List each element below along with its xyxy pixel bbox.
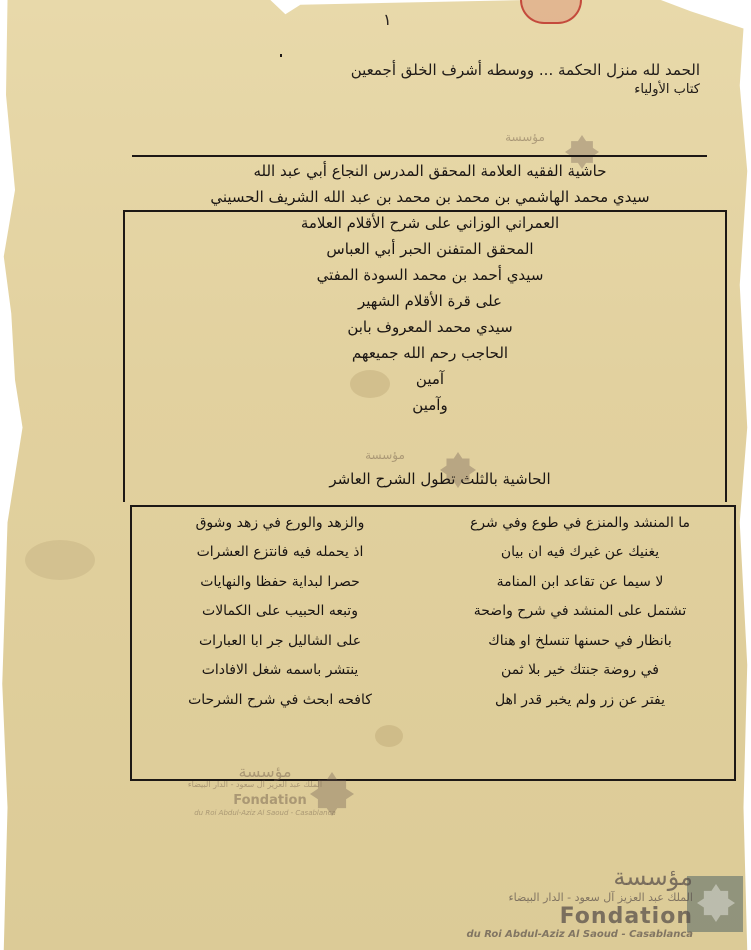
poem-hemistich-left: على الشاليل جر ابا العبارات — [198, 632, 362, 649]
manuscript-heading — [280, 60, 700, 97]
watermark-arabic-full: الملك عبد العزيز آل سعود - الدار البيضاء — [508, 891, 693, 904]
title-line: سيدي محمد الهاشمي بن محمد بن محمد بن عبد الله الشريف الحسيني — [210, 188, 650, 206]
watermark-french-name: Fondation — [559, 904, 693, 929]
watermark-large — [466, 863, 693, 940]
poem-hemistich-left: والزهد والورع في زهد وشوق — [195, 514, 365, 531]
poem-hemistich-right: تشتمل على المنشد في شرح واضحة — [473, 603, 687, 620]
heading-divider — [280, 54, 707, 57]
poem-hemistich-right: لا سيما عن تقاعد ابن المنامة — [496, 573, 664, 590]
frame-top-rule — [132, 155, 707, 157]
paper-stain — [25, 540, 95, 580]
title-line: آمين — [415, 370, 445, 388]
watermark-arabic-middle: مؤسسة — [365, 448, 405, 462]
title-line: سيدي أحمد بن محمد السودة المفتي — [316, 266, 544, 284]
watermark-arabic-lower: مؤسسة — [238, 762, 292, 781]
folio-number: ١ — [383, 10, 392, 29]
poem-hemistich-left: وتبعه الحبيب على الكمالات — [202, 603, 358, 620]
watermark-french-lower: Fondation — [233, 793, 307, 808]
title-line: سيدي محمد المعروف بابن — [347, 318, 513, 336]
title-line: المحقق المتفنن الحبر أبي العباس — [326, 240, 534, 258]
poem-row — [150, 626, 710, 656]
title-line: العمراني الوزاني على شرح الأقلام العلامة — [300, 214, 560, 232]
poem-hemistich-right: في روضة جنتك خير بلا ثمن — [501, 662, 659, 679]
title-line: على قرة الأقلام الشهير — [358, 292, 502, 310]
poem-hemistich-right: بانظار في حسنها تنسلخ او هناك — [488, 632, 672, 649]
poem-hemistich-left: ينتشر باسمه شغل الافادات — [201, 662, 359, 679]
poem-row — [150, 685, 710, 715]
poem-hemistich-right: يغنيك عن غيرك فيه ان بيان — [500, 544, 660, 561]
watermark-french-full: du Roi Abdul-Aziz Al Saoud - Casablanca — [466, 929, 693, 940]
title-line: الحاجب رحم الله جميعهم — [351, 344, 509, 362]
poem-hemistich-left: كافحه ابحث في شرح الشرحات — [188, 691, 372, 708]
poem-row — [150, 567, 710, 597]
poem-hemistich-right: يفتر عن زر ولم يخبر قدر اهل — [494, 691, 666, 708]
watermark-arabic-name: مؤسسة — [613, 863, 693, 891]
poem-row — [150, 538, 710, 568]
watermark-arabic-top: مؤسسة — [505, 130, 545, 144]
closing-line: الحاشية بالثلث تطول الشرح العاشر — [329, 470, 551, 488]
poem-row — [150, 656, 710, 686]
heading-line-1: الحمد لله منزل الحكمة ... ووسطه أشرف الخلق أجمعين — [350, 61, 700, 79]
watermark-french-lower-full: du Roi Abdul-Aziz Al Saoud - Casablanca — [194, 809, 336, 817]
poem-hemistich-left: حصرا لبداية حفظا والنهايات — [200, 573, 360, 590]
title-line: وآمين — [412, 396, 448, 414]
title-block — [150, 158, 710, 418]
watermark-arabic-lower-full: الملك عبد العزيز آل سعود - الدار البيضاء — [187, 780, 323, 789]
poem-block — [150, 508, 710, 715]
poem-row — [150, 508, 710, 538]
heading-line-2: كتاب الأولياء — [634, 82, 700, 97]
title-line: حاشية الفقيه العلامة المحقق المدرس النجاع أبي عبد الله — [253, 162, 607, 180]
poem-row — [150, 597, 710, 627]
poem-hemistich-right: ما المنشد والمنزع في طوع وفي شرع — [469, 514, 691, 531]
poem-hemistich-left: اذ يحمله فيه فانتزع العشرات — [196, 544, 364, 561]
